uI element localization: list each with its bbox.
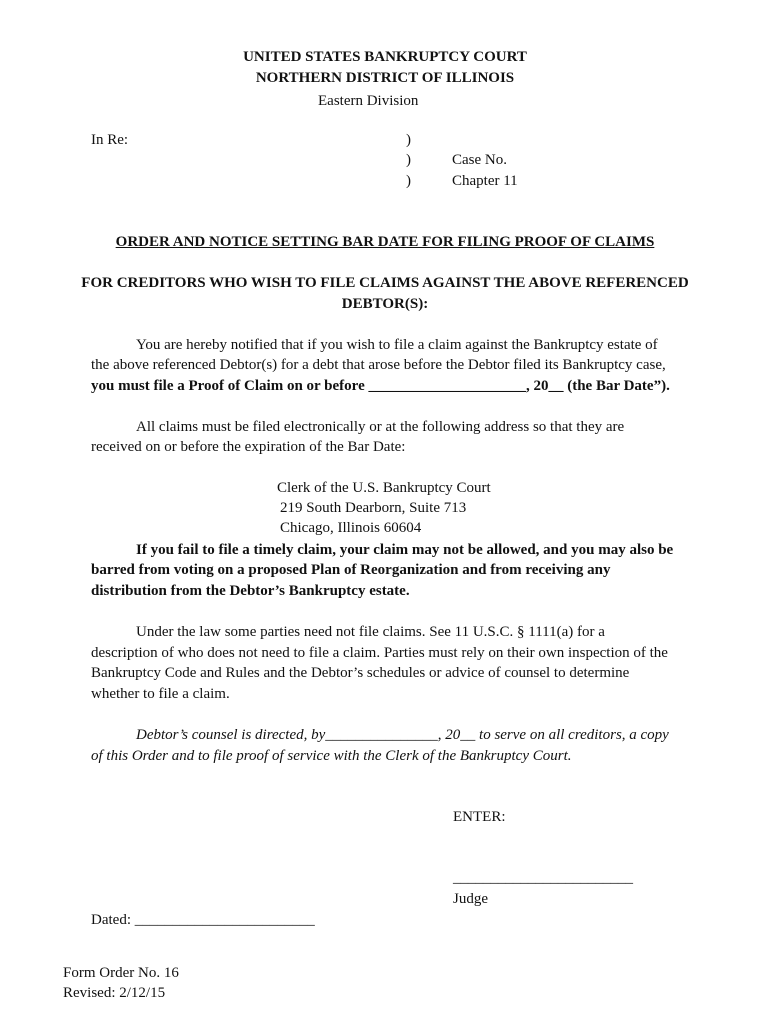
revised-date: Revised: 2/12/15 — [63, 985, 166, 1001]
order-title: ORDER AND NOTICE SETTING BAR DATE FOR FILING PROOF OF CLAIMS — [115, 234, 655, 250]
dated-line: Dated: ________________________ — [91, 912, 315, 928]
para1-line-2: the above referenced Debtor(s) for a debt that arose before the Debtor filed its Bankruptcy case, — [91, 357, 666, 373]
district-name: NORTHERN DISTRICT OF ILLINOIS — [255, 70, 515, 86]
address-line-2: 219 South Dearborn, Suite 713 — [280, 500, 467, 516]
caption-paren-2: ) — [406, 152, 411, 168]
para3-line-3: distribution from the Debtor’s Bankruptcy estate. — [91, 583, 410, 599]
para3-line-2: barred from voting on a proposed Plan of Reorganization and from receiving any — [91, 562, 611, 578]
para5-line-1: Debtor’s counsel is directed, by_______________, 20__ to serve on all creditors, a copy — [136, 727, 669, 743]
para1-line-3: you must file a Proof of Claim on or before _____________________, 20__ (the Bar Date”). — [91, 378, 670, 394]
in-re-label: In Re: — [91, 132, 129, 148]
caption-paren-3: ) — [406, 173, 411, 189]
caption-paren-1: ) — [406, 132, 411, 148]
para2-line-1: All claims must be filed electronically or at the following address so that they are — [136, 419, 625, 435]
enter-label: ENTER: — [453, 809, 506, 825]
para4-line-2: description of who does not need to file a claim. Parties must rely on their own inspection of the — [91, 645, 668, 661]
court-name: UNITED STATES BANKRUPTCY COURT — [243, 49, 527, 65]
para3-line-1: If you fail to file a timely claim, your claim may not be allowed, and you may also be — [136, 542, 674, 558]
para4-line-3: Bankruptcy Code and Rules and the Debtor’s schedules or advice of counsel to determine — [91, 665, 630, 681]
para5-line-2: of this Order and to file proof of service with the Clerk of the Bankruptcy Court. — [91, 748, 572, 764]
subtitle-line-1: FOR CREDITORS WHO WISH TO FILE CLAIMS AGAINST THE ABOVE REFERENCED — [81, 275, 689, 291]
chapter-label: Chapter 11 — [452, 173, 518, 189]
case-number-label: Case No. — [452, 152, 507, 168]
judge-signature-line: ________________________ — [453, 870, 633, 886]
para1-line-1: You are hereby notified that if you wish to file a claim against the Bankruptcy estate of — [136, 337, 658, 353]
address-line-3: Chicago, Illinois 60604 — [280, 520, 422, 536]
division-name: Eastern Division — [318, 93, 419, 109]
form-number: Form Order No. 16 — [63, 965, 179, 981]
address-line-1: Clerk of the U.S. Bankruptcy Court — [277, 480, 491, 496]
judge-label: Judge — [453, 891, 488, 907]
para4-line-4: whether to file a claim. — [91, 686, 230, 702]
subtitle-line-2: DEBTOR(S): — [341, 296, 429, 312]
para2-line-2: received on or before the expiration of the Bar Date: — [91, 439, 406, 455]
para4-line-1: Under the law some parties need not file claims. See 11 U.S.C. § 1111(a) for a — [136, 624, 605, 640]
